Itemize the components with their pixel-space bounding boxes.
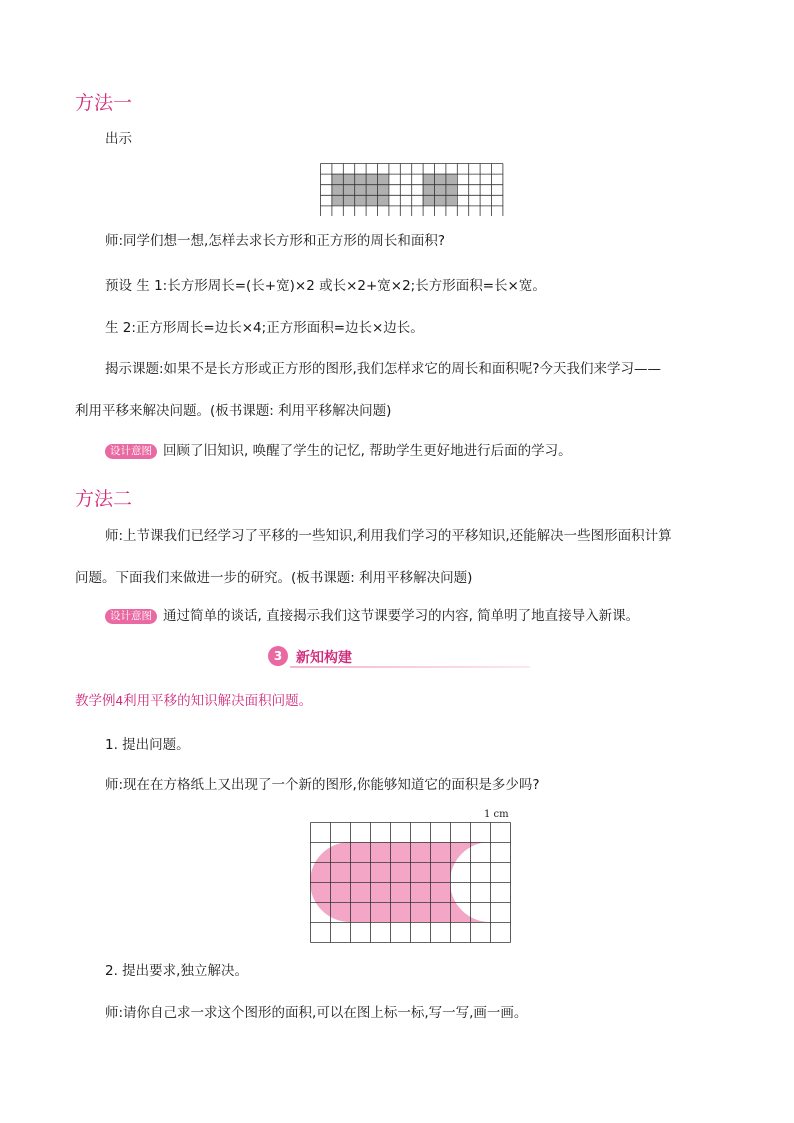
method1-paragraph-2: 预设 生 1:长方形周长=(长+宽)×2 或长×2+宽×2;长方形面积=长×宽。 (105, 278, 546, 294)
section-number-circle: 3 (268, 646, 288, 666)
unit-label: 1 cm (484, 809, 509, 820)
show-label: 出示 (105, 131, 132, 147)
example-intro-rest: 利用平移的知识解决面积问题。 (123, 693, 313, 709)
method2-heading: 方法二 (75, 488, 133, 510)
design-intent-badge: 设计意图 (105, 609, 157, 624)
large-grid-svg (310, 822, 512, 944)
section-header (268, 646, 530, 672)
section-underline (290, 666, 530, 668)
step-2: 2. 提出要求,独立解决。 (105, 963, 248, 979)
large-grid-lines (311, 823, 511, 943)
example-number: 4 (115, 694, 124, 708)
example-intro-prefix: 教学例 (75, 693, 116, 709)
pink-shape (310, 842, 490, 922)
method1-design-note (105, 442, 572, 460)
gray-rectangle (331, 174, 388, 206)
method1-paragraph-4b: 利用平移来解决问题。(板书课题: 利用平移解决问题) (75, 403, 392, 419)
gray-square (423, 174, 457, 206)
method1-paragraph-4a: 揭示课题:如果不是长方形或正方形的图形,我们怎样求它的周长和面积呢?今天我们来学习—— (105, 361, 662, 377)
small-grid-svg (320, 163, 505, 216)
question-2: 师:请你自己求一求这个图形的面积,可以在图上标一标,写一写,画一画。 (105, 1005, 528, 1021)
design-intent-text: 回顾了旧知识, 唤醒了学生的记忆, 帮助学生更好地进行后面的学习。 (163, 443, 572, 459)
question-1: 师:现在在方格纸上又出现了一个新的图形,你能够知道它的面积是多少吗? (105, 777, 540, 793)
example-intro (75, 692, 312, 710)
method1-paragraph-3: 生 2:正方形周长=边长×4;正方形面积=边长×边长。 (105, 320, 424, 336)
design-intent-badge: 设计意图 (105, 444, 157, 459)
section-title: 新知构建 (296, 650, 352, 666)
method1-heading: 方法一 (75, 92, 133, 114)
large-grid-figure (310, 822, 512, 944)
method2-paragraph-1b: 问题。下面我们来做进一步的研究。(板书课题: 利用平移解决问题) (75, 570, 473, 586)
method1-paragraph-1: 师:同学们想一想,怎样去求长方形和正方形的周长和面积? (105, 233, 446, 249)
small-grid-figure (320, 163, 505, 216)
step-1: 1. 提出问题。 (105, 737, 190, 753)
method2-design-note (105, 607, 639, 625)
method2-paragraph-1a: 师:上节课我们已经学习了平移的一些知识,利用我们学习的平移知识,还能解决一些图形面积计算 (105, 528, 672, 544)
design-intent-text: 通过简单的谈话, 直接揭示我们这节课要学习的内容, 简单明了地直接导入新课。 (163, 608, 640, 624)
